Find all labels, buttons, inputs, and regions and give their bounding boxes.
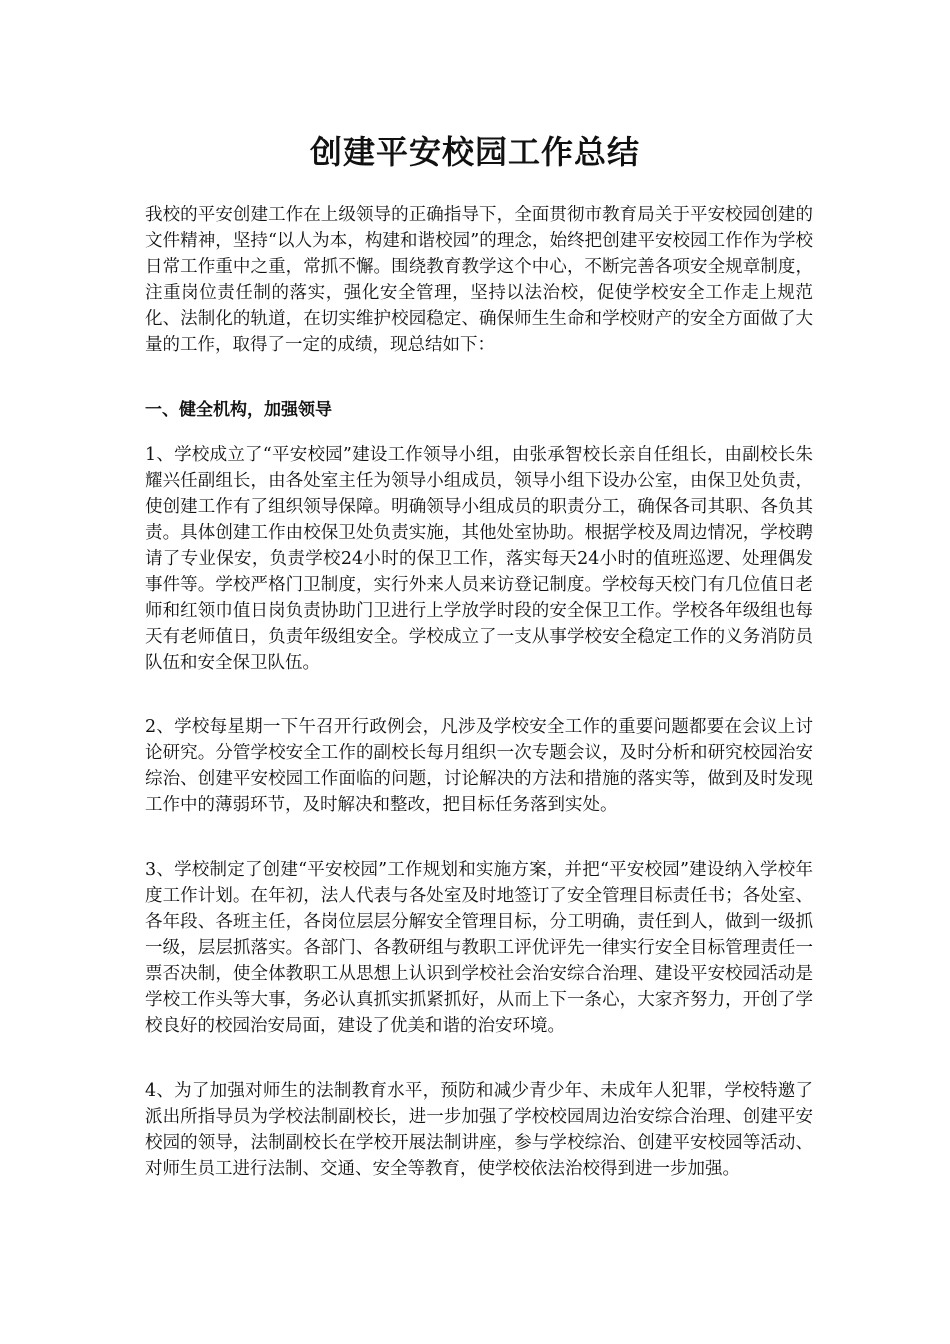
paragraph-4: 4、为了加强对师生的法制教育水平，预防和减少青少年、未成年人犯罪，学校特邀了派出所指导员为学校法制副校长，进一步加强了学校校园周边治安综合治理、创建平安校园的领导，法制副校长在学校开展法制讲座，参与学校综治、创建平安校园等活动、对师生员工进行法制、交通、安全等教育，使学校依法治校得到进一步加强。	[145, 1081, 813, 1179]
intro-paragraph: 我校的平安创建工作在上级领导的正确指导下，全面贯彻市教育局关于平安校园创建的文件精神，坚持“以人为本，构建和谐校园”的理念，始终把创建平安校园工作作为学校日常工作重中之重，常抓不懈。围绕教育教学这个中心，不断完善各项安全规章制度，注重岗位责任制的落实，强化安全管理，坚持以法治校，促使学校安全工作走上规范化、法制化的轨道，在切实维护校园稳定、确保师生生命和学校财产的安全方面做了大量的工作，取得了一定的成绩，现总结如下：	[145, 205, 813, 355]
section-heading: 一、健全机构，加强领导	[145, 400, 332, 420]
paragraph-1: 1、学校成立了“平安校园”建设工作领导小组，由张承智校长亲自任组长，由副校长朱耀兴任副组长，由各处室主任为领导小组成员，领导小组下设办公室，由保卫处负责，使创建工作有了组织领导保障。明确领导小组成员的职责分工，确保各司其职、各负其责。具体创建工作由校保卫处负责实施，其他处室协助。根据学校及周边情况，学校聘请了专业保安，负责学校24小时的保卫工作，落实每天24小时的值班巡逻、处理偶发事件等。学校严格门卫制度，实行外来人员来访登记制度。学校每天校门有几位值日老师和红领巾值日岗负责协助门卫进行上学放学时段的安全保卫工作。学校各年级组也每天有老师值日，负责年级组安全。学校成立了一支从事学校安全稳定工作的义务消防员队伍和安全保卫队伍。	[145, 445, 813, 673]
paragraph-2: 2、学校每星期一下午召开行政例会，凡涉及学校安全工作的重要问题都要在会议上讨论研究。分管学校安全工作的副校长每月组织一次专题会议，及时分析和研究校园治安综治、创建平安校园工作面临的问题，讨论解决的方法和措施的落实等，做到及时发现工作中的薄弱环节，及时解决和整改，把目标任务落到实处。	[145, 717, 813, 815]
paragraph-3: 3、学校制定了创建“平安校园”工作规划和实施方案，并把“平安校园”建设纳入学校年度工作计划。在年初，法人代表与各处室及时地签订了安全管理目标责任书；各处室、各年段、各班主任，各岗位层层分解安全管理目标，分工明确，责任到人，做到一级抓一级，层层抓落实。各部门、各教研组与教职工评优评先一律实行安全目标管理责任一票否决制，使全体教职工从思想上认识到学校社会治安综合治理、建设平安校园活动是学校工作头等大事，务必认真抓实抓紧抓好，从而上下一条心，大家齐努力，开创了学校良好的校园治安局面，建设了优美和谐的治安环境。	[145, 860, 813, 1036]
document-title: 创建平安校园工作总结	[309, 133, 640, 171]
